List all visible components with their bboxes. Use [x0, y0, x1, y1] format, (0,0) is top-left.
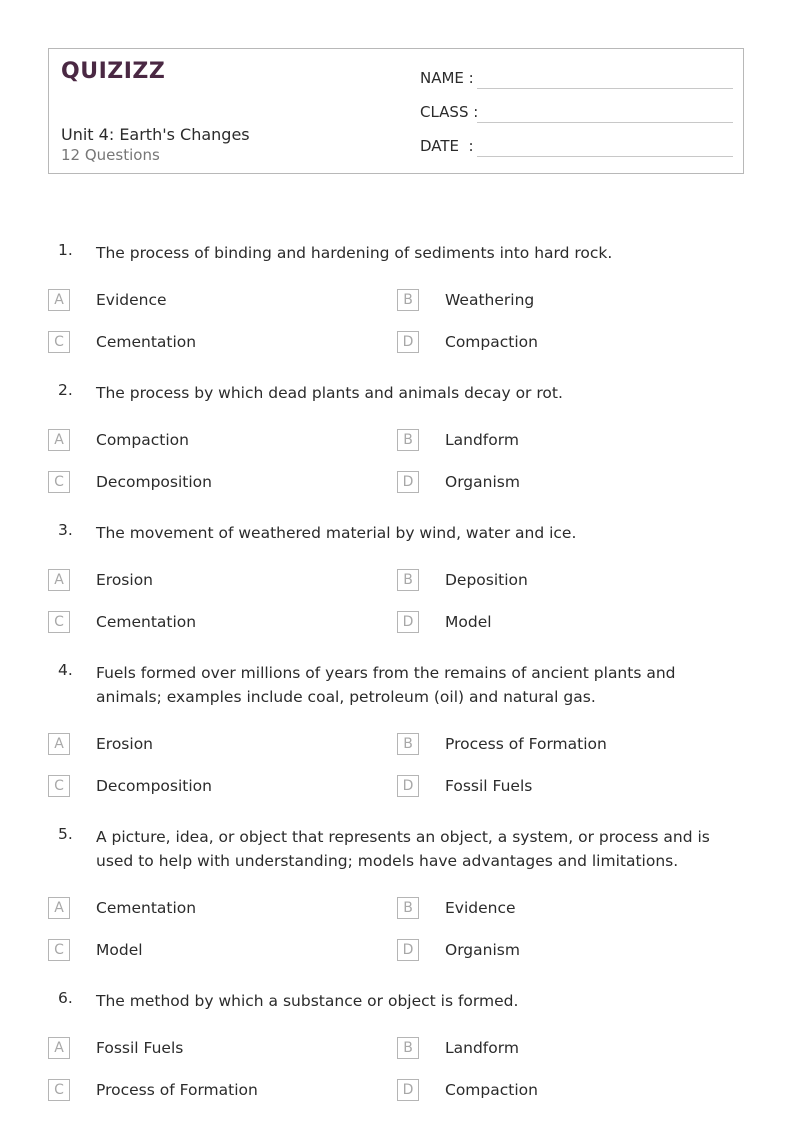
option-letter-box: B [397, 569, 419, 591]
option-text: Process of Formation [445, 735, 607, 753]
question-text: The method by which a substance or object is formed. [96, 992, 519, 1010]
option-letter-box: D [397, 331, 419, 353]
class-label: CLASS : [420, 103, 479, 121]
question-number: 6. [58, 989, 73, 1007]
option-text: Process of Formation [96, 1081, 258, 1099]
option-text: Evidence [96, 291, 167, 309]
option-text: Landform [445, 1039, 519, 1057]
option-letter-box: A [48, 289, 70, 311]
question-count: 12 Questions [61, 146, 160, 164]
option-text: Model [96, 941, 143, 959]
option-text: Erosion [96, 735, 153, 753]
option-letter-box: D [397, 1079, 419, 1101]
option-text: Cementation [96, 333, 197, 351]
question-text: The movement of weathered material by wind, water and ice. [96, 524, 577, 542]
worksheet-title: Unit 4: Earth's Changes [61, 125, 250, 144]
date-label: DATE : [420, 137, 474, 155]
option-text: Organism [445, 473, 520, 491]
option-text: Cementation [96, 899, 197, 917]
option-letter-box: A [48, 429, 70, 451]
option-text: Decomposition [96, 473, 212, 491]
option-text: Landform [445, 431, 519, 449]
class-line[interactable] [477, 122, 733, 123]
option-letter-box: C [48, 775, 70, 797]
option-text: Deposition [445, 571, 528, 589]
option-letter-box: A [48, 1037, 70, 1059]
option-letter-box: C [48, 331, 70, 353]
date-line[interactable] [477, 156, 733, 157]
option-letter-box: B [397, 289, 419, 311]
option-text: Fossil Fuels [96, 1039, 184, 1057]
option-text: Compaction [445, 1081, 538, 1099]
option-text: Erosion [96, 571, 153, 589]
option-text: Compaction [445, 333, 538, 351]
option-text: Weathering [445, 291, 535, 309]
option-letter-box: C [48, 939, 70, 961]
question-text: The process of binding and hardening of sediments into hard rock. [96, 244, 613, 262]
option-letter-box: C [48, 471, 70, 493]
option-text: Decomposition [96, 777, 212, 795]
question-number: 1. [58, 241, 73, 259]
option-letter-box: A [48, 733, 70, 755]
question-text: Fuels formed over millions of years from the remains of ancient plants and animals; examples include coal, petroleum (oil) and natural gas. [96, 664, 676, 706]
question-text: The process by which dead plants and animals decay or rot. [96, 384, 563, 402]
name-line[interactable] [477, 88, 733, 89]
option-text: Evidence [445, 899, 516, 917]
option-letter-box: B [397, 733, 419, 755]
option-text: Model [445, 613, 492, 631]
option-letter-box: C [48, 1079, 70, 1101]
option-text: Cementation [96, 613, 197, 631]
option-letter-box: D [397, 939, 419, 961]
option-text: Fossil Fuels [445, 777, 533, 795]
option-letter-box: C [48, 611, 70, 633]
option-letter-box: B [397, 429, 419, 451]
quizizz-logo: QUIZIZZ [61, 59, 166, 84]
option-text: Organism [445, 941, 520, 959]
option-text: Compaction [96, 431, 189, 449]
option-letter-box: A [48, 897, 70, 919]
option-letter-box: D [397, 471, 419, 493]
question-number: 5. [58, 825, 73, 843]
question-text: A picture, idea, or object that represents an object, a system, or process and is used to help with understanding; models have advantages and limitations. [96, 828, 710, 870]
option-letter-box: B [397, 897, 419, 919]
option-letter-box: D [397, 775, 419, 797]
worksheet-header [48, 48, 744, 174]
question-number: 4. [58, 661, 73, 679]
option-letter-box: D [397, 611, 419, 633]
option-letter-box: B [397, 1037, 419, 1059]
name-label: NAME : [420, 69, 474, 87]
question-number: 2. [58, 381, 73, 399]
option-letter-box: A [48, 569, 70, 591]
question-number: 3. [58, 521, 73, 539]
